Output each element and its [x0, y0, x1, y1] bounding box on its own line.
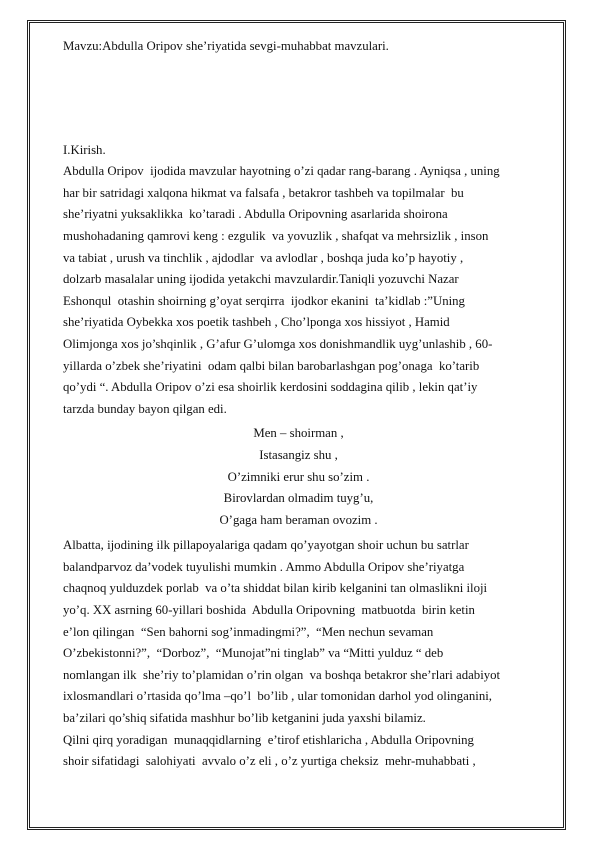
paragraph-line: balandparvoz da’vodek tuyulishi mumkin . Ammo Abdulla Oripov she’riyatga [63, 559, 465, 574]
paragraph-line: shoir sifatidagi salohiyati avvalo o’z eli , o’z yurtiga cheksiz mehr-muhabbati , [63, 754, 476, 769]
poem-line: O’gaga ham beraman ovozim . [219, 512, 378, 527]
paragraph-line: nomlangan ilk she’riy to’plamidan o’rin olgan va boshqa betakror she’rlari adabiyot [63, 667, 501, 682]
paragraph-main [63, 535, 558, 773]
paragraph-line: dolzarb masalalar uning ijodida yetakchi mavzulardir.Taniqli yozuvchi Nazar [63, 272, 459, 287]
paragraph-line: mushohadaning qamrovi keng : ezgulik va yovuzlik , shafqat va mehrsizlik , inson [63, 228, 489, 243]
paragraph-line: qo’ydi “. Abdulla Oripov o’zi esa shoirlik kerdosini soddagina qilib , lekin qat’iy [63, 380, 478, 395]
paragraph-intro [63, 161, 558, 420]
paragraph-line: tarzda bunday bayon qilgan edi. [63, 401, 227, 416]
paragraph-line: va tabiat , urush va tinchlik , ajdodlar va avlodlar , boshqa juda ko’p hayotiy , [63, 250, 464, 265]
paragraph-line: Albatta, ijodining ilk pillapoyalariga qadam qo’yayotgan shoir uchun bu satrlar [63, 538, 469, 553]
poem-line: Birovlardan olmadim tuyg’u, [223, 491, 374, 506]
paragraph-line: Olimjonga xos jo’shqinlik , G’afur G’ulomga xos donishmandlik uyg’unlashib , 60- [63, 336, 493, 351]
paragraph-line: chaqnoq yulduzdek porlab va o’ta shiddat bilan kirib kelganini tan olmaslikni iloji [63, 581, 488, 596]
poem-line: Istasangiz shu , [259, 447, 338, 462]
poem-quote [63, 423, 558, 531]
paragraph-line: O’zbekistonni?”, “Dorboz”, “Munojat”ni tinglab” va “Mitti yulduz “ deb [63, 646, 444, 661]
poem-line: Men – shoirman , [253, 426, 344, 441]
paragraph-line: she’riyatida Oybekka xos poetik tashbeh , Cho’lponga xos hissiyot , Hamid [63, 315, 450, 330]
paragraph-line: yillarda o’zbek she’riyatini odam qalbi bilan barobarlashgan pog’onaga ko’tarib [63, 358, 480, 373]
paragraph-line: ixlosmandlari o’rtasida qo’lma –qo’l bo’lib , ular tomonidan darhol yod olinganini, [63, 689, 492, 704]
paragraph-line: Abdulla Oripov ijodida mavzular hayotning o’zi qadar rang-barang . Ayniqsa , uning [63, 164, 500, 179]
paragraph-line: ba’zilari qo’shiq sifatida mashhur bo’lib ketganini juda yaxshi bilamiz. [63, 711, 426, 726]
document-body [63, 36, 558, 773]
section-heading: I.Kirish. [63, 142, 106, 157]
paragraph-line: Qilni qirq yoradigan munaqqidlarning e’tirof etishlaricha , Abdulla Oripovning [63, 732, 474, 747]
paragraph-line: yo’q. XX asrning 60-yillari boshida Abdulla Oripovning matbuotda birin ketin [63, 603, 475, 618]
poem-line: O’zimniki erur shu so’zim . [227, 469, 370, 484]
paragraph-line: she’riyatni yuksaklikka ko’taradi . Abdulla Oripovning asarlarida shoirona [63, 207, 448, 222]
paragraph-line: e’lon qilingan “Sen bahorni sog’inmadingmi?”, “Men nechun sevaman [63, 624, 434, 639]
document-title: Mavzu:Abdulla Oripov she’riyatida sevgi-muhabbat mavzulari. [63, 39, 389, 53]
paragraph-line: har bir satridagi xalqona hikmat va falsafa , betakror tashbeh va topilmalar bu [63, 185, 464, 200]
paragraph-line: Eshonqul otashin shoirning g’oyat serqirra ijodkor ekanini ta’kidlab :”Uning [63, 293, 465, 308]
